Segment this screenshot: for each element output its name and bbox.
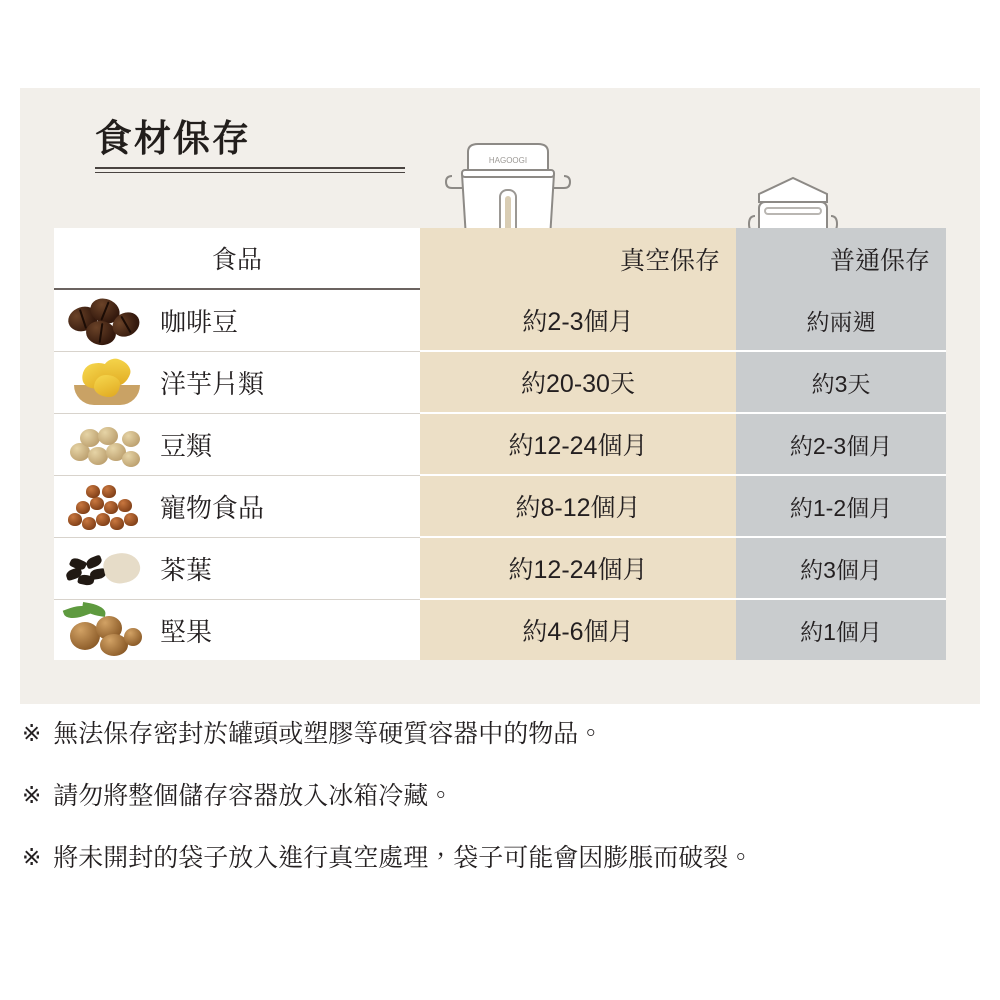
title-underline [95, 167, 405, 173]
vacuum-duration: 約12-24個月 [420, 414, 736, 476]
coffee-beans-icon [60, 293, 156, 349]
food-cell [54, 538, 420, 600]
plain-duration: 約3個月 [736, 538, 946, 600]
column-header-vacuum-label: 真空保存 [619, 247, 720, 275]
notes-list [22, 718, 972, 903]
column-header-food: 食品 [54, 228, 420, 290]
page-title-block [95, 118, 425, 173]
note-item [22, 780, 972, 814]
pet-food-icon [60, 479, 156, 535]
table-row [54, 352, 946, 414]
food-name: 洋芋片類 [160, 369, 265, 399]
food-name: 豆類 [160, 431, 213, 461]
food-cell [54, 476, 420, 538]
table-row [54, 538, 946, 600]
plain-duration: 約兩週 [736, 290, 946, 352]
column-header-plain-label: 普通保存 [829, 247, 930, 275]
page-title: 食材保存 [95, 118, 251, 159]
column-header-vacuum [420, 228, 736, 290]
svg-text:HAGOOGI: HAGOOGI [488, 156, 528, 165]
nuts-icon [60, 602, 156, 658]
note-mark-icon: ※ [22, 781, 42, 808]
table-row [54, 414, 946, 476]
vacuum-duration: 約20-30天 [420, 352, 736, 414]
plain-duration: 約2-3個月 [736, 414, 946, 476]
note-text: 請勿將整個儲存容器放入冰箱冷藏。 [53, 781, 454, 810]
table-header-row [54, 228, 946, 290]
plain-duration: 約1個月 [736, 600, 946, 660]
food-name: 咖啡豆 [160, 307, 239, 337]
food-name: 寵物食品 [160, 493, 265, 523]
note-item [22, 842, 972, 876]
food-cell [54, 352, 420, 414]
food-cell [54, 290, 420, 352]
table-row [54, 290, 946, 352]
column-header-plain [736, 228, 946, 290]
note-text: 將未開封的袋子放入進行真空處理，袋子可能會因膨脹而破裂。 [53, 843, 754, 872]
storage-table [54, 228, 946, 660]
plain-duration: 約1-2個月 [736, 476, 946, 538]
food-cell [54, 414, 420, 476]
potato-chips-icon [60, 355, 156, 411]
food-cell [54, 600, 420, 660]
note-mark-icon: ※ [22, 720, 42, 746]
vacuum-duration: 約2-3個月 [420, 290, 736, 352]
vacuum-duration: 約4-6個月 [420, 600, 736, 660]
vacuum-duration: 約8-12個月 [420, 476, 736, 538]
table-row [54, 476, 946, 538]
note-mark-icon: ※ [22, 843, 42, 870]
vacuum-duration: 約12-24個月 [420, 538, 736, 600]
plain-duration: 約3天 [736, 352, 946, 414]
note-item [22, 718, 972, 752]
note-text: 無法保存密封於罐頭或塑膠等硬質容器中的物品。 [53, 720, 604, 748]
soy-beans-icon [60, 417, 156, 473]
table-row [54, 600, 946, 660]
tea-leaves-icon [60, 541, 156, 597]
food-name: 堅果 [160, 616, 213, 647]
food-name: 茶葉 [160, 555, 213, 585]
